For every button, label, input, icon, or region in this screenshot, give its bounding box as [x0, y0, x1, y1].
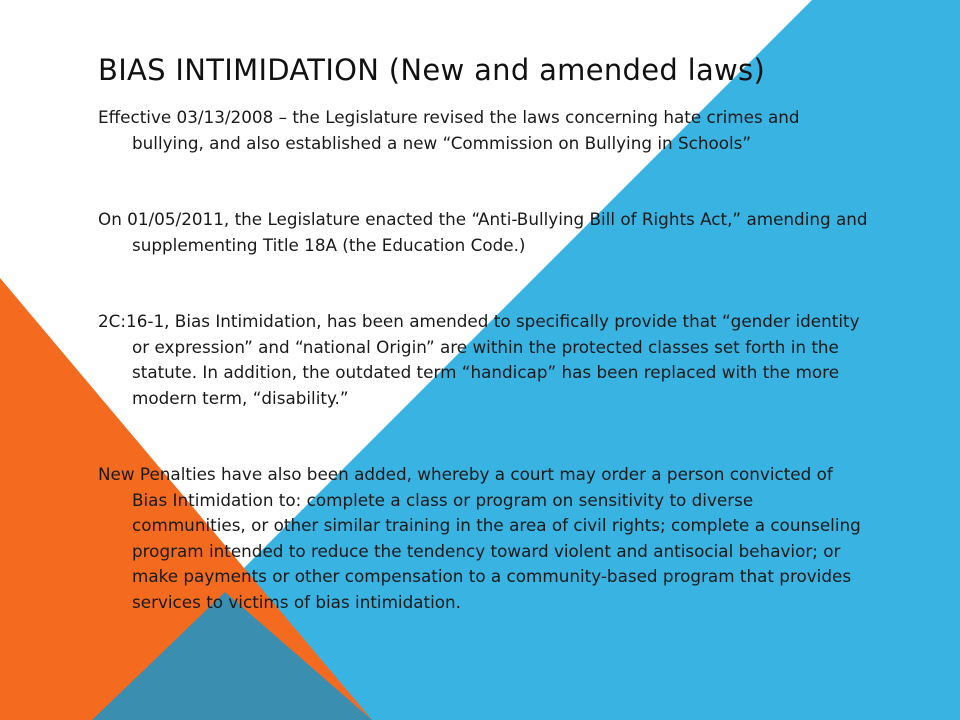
paragraph-2c-16-1: 2C:16-1, Bias Intimidation, has been amended to specifically provide that “gender identity or expression” and “national Origin” are within the protected classes set forth in the statute. In addition, the outdated term “handicap” has been replaced with the more modern term, “disability.” [98, 311, 860, 408]
paragraph-new-penalties: New Penalties have also been added, whereby a court may order a person convicted of Bias Intimidation to: complete a class or program on sensitivity to diverse communities, or other similar training in the area of civil rights; complete a counseling program intended to reduce the tendency toward violent and antisocial behavior; or make payments or other compensation to a community-based program that provides services to victims of bias intimidation. [98, 464, 861, 612]
slide-content [98, 52, 868, 615]
paragraph-anti-bullying-act: On 01/05/2011, the Legislature enacted the “Anti-Bullying Bill of Rights Act,” amending and supplementing Title 18A (the Education Code.) [98, 209, 868, 255]
slide-title: BIAS INTIMIDATION (New and amended laws) [98, 53, 766, 87]
paragraph-effective-2008: Effective 03/13/2008 – the Legislature revised the laws concerning hate crimes and bullying, and also established a new “Commission on Bullying in Schools” [98, 107, 800, 153]
